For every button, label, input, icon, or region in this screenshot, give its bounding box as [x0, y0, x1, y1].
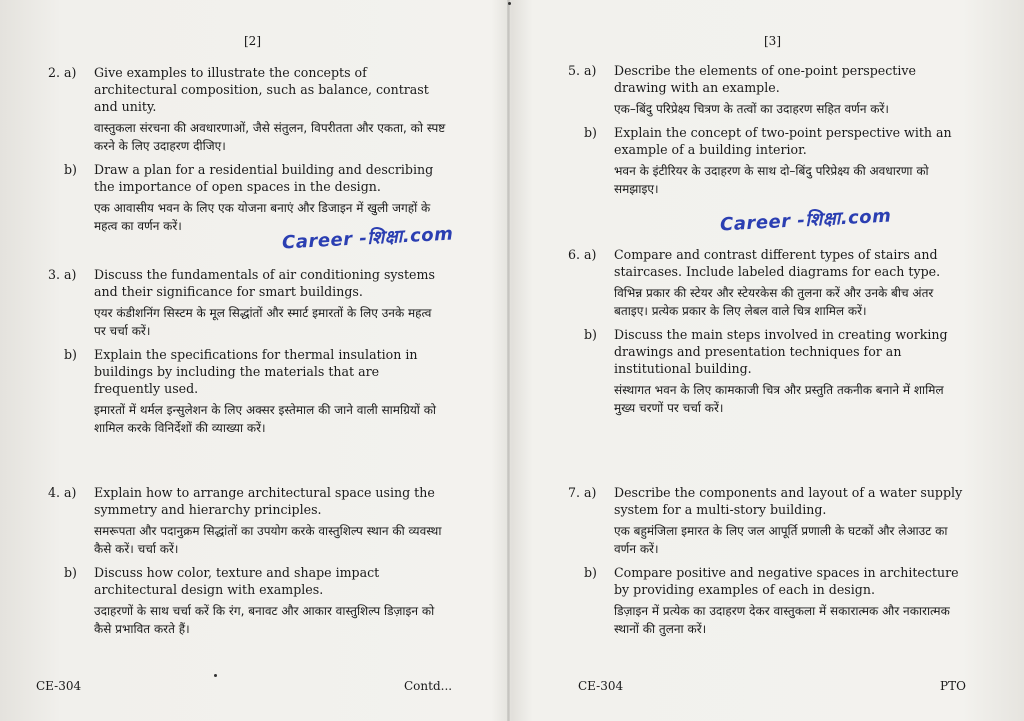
footer-course-code: CE-304 — [578, 679, 624, 693]
question-number: 5. — [567, 63, 580, 78]
spine-mark — [508, 2, 511, 5]
question-text-english: Explain the concept of two-point perspective with an example of a building interior. — [614, 125, 952, 157]
watermark-stamp: Career -शिक्षा.com — [719, 205, 892, 236]
left-page — [0, 0, 508, 721]
question-text-hindi: उदाहरणों के साथ चर्चा करें कि रंग, बनावट और आकार वास्तुशिल्प डिज़ाइन को कैसे प्रभावित करते हैं। — [94, 604, 435, 636]
question-text-hindi: संस्थागत भवन के लिए कामकाजी चित्र और प्रस्तुति तकनीक बनाने में शामिल मुख्य चरणों पर चर्चा करें। — [614, 383, 944, 415]
question-number: 2. — [47, 65, 60, 80]
question-text-english: Describe the components and layout of a water supply system for a multi-story building. — [614, 485, 963, 517]
question-text-english: Draw a plan for a residential building and describing the importance of open spaces in the design. — [94, 162, 434, 194]
question-7 — [556, 484, 968, 644]
question-text-english: Explain how to arrange architectural space using the symmetry and hierarchy principles. — [94, 485, 435, 517]
part-label: a) — [64, 485, 77, 500]
question-number: 6. — [567, 247, 580, 262]
footer-course-code: CE-304 — [36, 679, 82, 693]
question-text-hindi: वास्तुकला संरचना की अवधारणाओं, जैसे संतुलन, विपरीतता और एकता, को स्पष्ट करने के लिए उदाहरण दीजिए। — [94, 121, 446, 153]
part-label: b) — [584, 565, 597, 580]
question-text-hindi: विभिन्न प्रकार की स्टेयर और स्टेयरकेस की तुलना करें और उनके बीच अंतर बताइए। प्रत्येक प्रकार के लिए लेबल वाले चित्र शामिल करें। — [614, 286, 934, 318]
question-number: 4. — [47, 485, 60, 500]
question-text-english: Discuss how color, texture and shape impact architectural design with examples. — [94, 565, 380, 597]
question-text-hindi: भवन के इंटीरियर के उदाहरण के साथ दो–बिंदु परिप्रेक्ष्य की अवधारणा को समझाइए। — [614, 164, 929, 196]
question-text-english: Explain the specifications for thermal insulation in buildings by including the materials that are frequently used. — [94, 347, 418, 396]
question-text-hindi: एक बहुमंजिला इमारत के लिए जल आपूर्ति प्रणाली के घटकों और लेआउट का वर्णन करें। — [614, 524, 948, 556]
part-label: b) — [64, 565, 77, 580]
question-text-hindi: समरूपता और पदानुक्रम सिद्धांतों का उपयोग करके वास्तुशिल्प स्थान की व्यवस्था कैसे करें। चर्चा करें। — [94, 524, 442, 556]
part-label: b) — [64, 162, 77, 177]
question-text-english: Discuss the main steps involved in creating working drawings and presentation techniques for an institutional building. — [614, 327, 948, 376]
part-label: a) — [584, 247, 597, 262]
question-6 — [556, 246, 968, 423]
question-number: 3. — [47, 267, 60, 282]
question-text-english: Compare and contrast different types of stairs and staircases. Include labeled diagrams for each type. — [614, 247, 941, 279]
question-5 — [556, 62, 968, 204]
part-label: a) — [64, 65, 77, 80]
question-number: 7. — [567, 485, 580, 500]
part-label: a) — [64, 267, 77, 282]
page-number: [2] — [244, 34, 261, 48]
part-label: b) — [64, 347, 77, 362]
question-text-english: Discuss the fundamentals of air conditioning systems and their significance for smart buildings. — [94, 267, 435, 299]
question-4 — [36, 484, 446, 644]
part-label: b) — [584, 327, 597, 342]
question-text-hindi: इमारतों में थर्मल इन्सुलेशन के लिए अक्सर इस्तेमाल की जाने वाली सामग्रियों को शामिल करके विनिर्देशों की व्याख्या करें। — [94, 403, 437, 435]
question-text-hindi: एक–बिंदु परिप्रेक्ष्य चित्रण के तत्वों का उदाहरण सहित वर्णन करें। — [614, 102, 889, 116]
part-label: a) — [584, 63, 597, 78]
footer-pto: PTO — [940, 679, 966, 693]
right-page — [516, 0, 1024, 721]
page-number: [3] — [764, 34, 781, 48]
part-label: b) — [584, 125, 597, 140]
question-2 — [36, 64, 446, 241]
question-text-english: Describe the elements of one-point perspective drawing with an example. — [614, 63, 916, 95]
question-text-hindi: डिज़ाइन में प्रत्येक का उदाहरण देकर वास्तुकला में सकारात्मक और नकारात्मक स्थानों की तुलना करें। — [614, 604, 950, 636]
footer-contd: Contd... — [404, 679, 453, 693]
question-text-english: Give examples to illustrate the concepts of architectural composition, such as balance, contrast and unity. — [94, 65, 429, 114]
question-text-hindi: एयर कंडीशनिंग सिस्टम के मूल सिद्धांतों और स्मार्ट इमारतों के लिए उनके महत्व पर चर्चा करें। — [94, 306, 432, 338]
watermark-stamp: Career -शिक्षा.com — [281, 223, 454, 254]
speck — [214, 674, 217, 677]
question-3 — [36, 266, 446, 443]
question-text-hindi: एक आवासीय भवन के लिए एक योजना बनाएं और डिजाइन में खुली जगहों के महत्व का वर्णन करें। — [94, 201, 431, 233]
part-label: a) — [584, 485, 597, 500]
question-text-english: Compare positive and negative spaces in architecture by providing examples of each in design. — [614, 565, 959, 597]
